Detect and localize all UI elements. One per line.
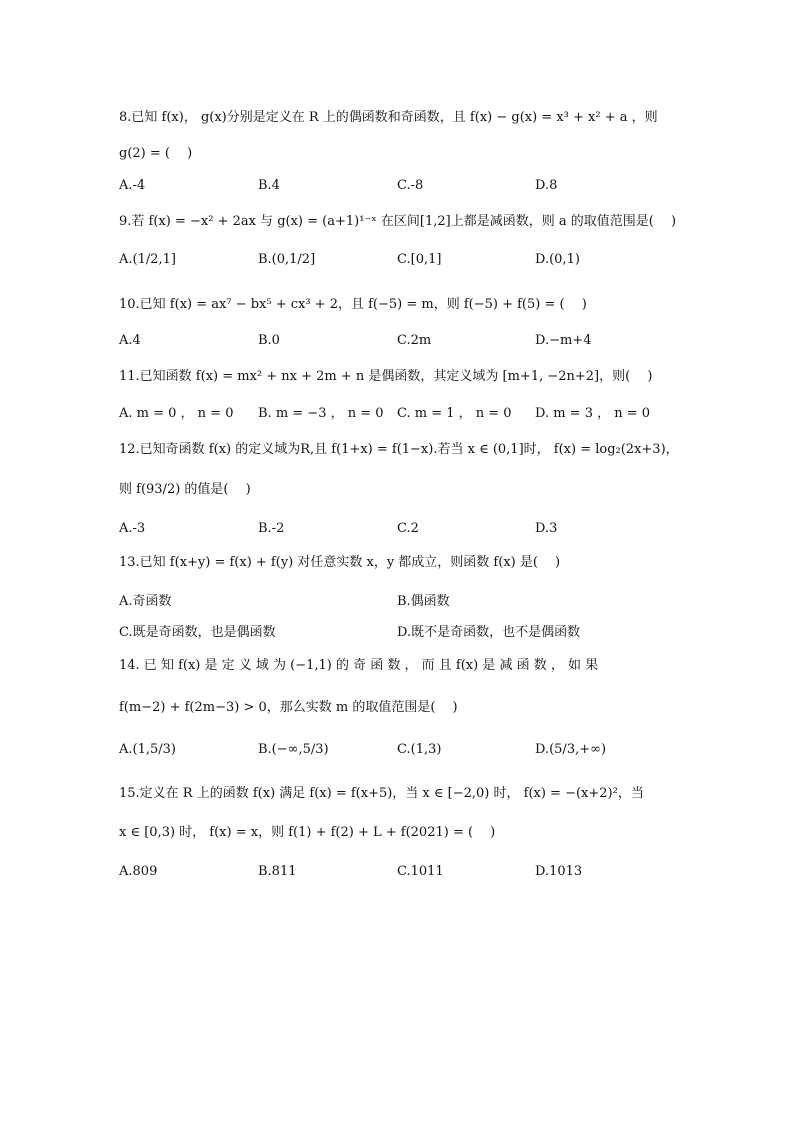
q13-option-c: C.既是奇函数，也是偶函数 xyxy=(119,625,276,640)
q9-option-b: B.(0,1/2] xyxy=(258,252,316,267)
q12-stem-line2: 则 f(93/2) 的值是( ) xyxy=(119,482,251,497)
q9-stem: 9.若 f(x) = −x² + 2ax 与 g(x) = (a+1)¹⁻ˣ 在区间[1,2]上都是减函数，则 a 的取值范围是( ) xyxy=(119,214,677,229)
q10-options xyxy=(119,331,679,355)
q13-options-row1 xyxy=(119,592,679,616)
q12-option-c: C.2 xyxy=(397,521,419,536)
q9-option-d: D.(0,1) xyxy=(535,252,580,267)
q14-option-d: D.(5/3,+∞) xyxy=(535,742,607,757)
q11-option-b: B. m = −3 ， n = 0 xyxy=(258,406,384,421)
q8-stem-line2: g(2) = ( ) xyxy=(119,146,193,161)
q15-stem-line1: 15.定义在 R 上的函数 f(x) 满足 f(x) = f(x+5)，当 x ∈ [−2,0) 时， f(x) = −(x+2)²，当 xyxy=(119,786,644,801)
q9-options xyxy=(119,250,679,274)
q11-option-d: D. m = 3 ， n = 0 xyxy=(535,406,651,421)
q15-stem-line2: x ∈ [0,3) 时， f(x) = x，则 f(1) + f(2) + L + f(2021) = ( ) xyxy=(119,825,496,840)
q10-option-d: D.−m+4 xyxy=(535,333,592,348)
q12-option-d: D.3 xyxy=(535,521,558,536)
q15-option-a: A.809 xyxy=(119,864,158,879)
q15-option-d: D.1013 xyxy=(535,864,583,879)
q12-options xyxy=(119,519,679,543)
q12-stem-line1: 12.已知奇函数 f(x) 的定义域为R,且 f(1+x) = f(1−x).若当 x ∈ (0,1]时， f(x) = log₂(2x+3)， xyxy=(119,442,679,457)
q8-stem-line1: 8.已知 f(x)， g(x)分别是定义在 R 上的偶函数和奇函数，且 f(x) − g(x) = x³ + x² + a ，则 xyxy=(119,110,658,125)
q13-option-b: B.偶函数 xyxy=(397,594,450,609)
q11-option-c: C. m = 1 ， n = 0 xyxy=(397,406,512,421)
q14-options xyxy=(119,740,679,764)
q8-option-b: B.4 xyxy=(258,178,280,193)
q13-option-d: D.既不是奇函数，也不是偶函数 xyxy=(397,625,581,640)
q15-option-b: B.811 xyxy=(258,864,297,879)
q11-options xyxy=(119,404,679,428)
q13-options-row2 xyxy=(119,623,679,647)
q14-stem-line2: f(m−2) + f(2m−3) > 0，那么实数 m 的取值范围是( ) xyxy=(119,700,458,715)
q14-option-c: C.(1,3) xyxy=(397,742,442,757)
q11-option-a: A. m = 0 ， n = 0 xyxy=(119,406,234,421)
q10-option-b: B.0 xyxy=(258,333,280,348)
q14-stem-line1: 14. 已 知 f(x) 是 定 义 域 为 (−1,1) 的 奇 函 数 ， 而 且 f(x) 是 减 函 数 ， 如 果 xyxy=(119,658,599,673)
q13-stem: 13.已知 f(x+y) = f(x) + f(y) 对任意实数 x，y 都成立，则函数 f(x) 是( ) xyxy=(119,555,561,570)
q10-stem: 10.已知 f(x) = ax⁷ − bx⁵ + cx³ + 2，且 f(−5) = m，则 f(−5) + f(5) = ( ) xyxy=(119,297,587,312)
q8-option-d: D.8 xyxy=(535,178,558,193)
q13-option-a: A.奇函数 xyxy=(119,594,172,609)
q8-option-a: A.-4 xyxy=(119,178,146,193)
q8-options xyxy=(119,176,679,200)
q14-option-b: B.(−∞,5/3) xyxy=(258,742,329,757)
q12-option-b: B.-2 xyxy=(258,521,285,536)
q9-option-c: C.[0,1] xyxy=(397,252,442,267)
q12-option-a: A.-3 xyxy=(119,521,146,536)
q10-option-c: C.2m xyxy=(397,333,432,348)
q10-option-a: A.4 xyxy=(119,333,141,348)
q14-option-a: A.(1,5/3) xyxy=(119,742,176,757)
q8-option-c: C.-8 xyxy=(397,178,424,193)
q9-option-a: A.(1/2,1] xyxy=(119,252,176,267)
q15-options xyxy=(119,862,679,886)
q15-option-c: C.1011 xyxy=(397,864,444,879)
q11-stem: 11.已知函数 f(x) = mx² + nx + 2m + n 是偶函数，其定义域为 [m+1, −2n+2]，则( ) xyxy=(119,369,653,384)
